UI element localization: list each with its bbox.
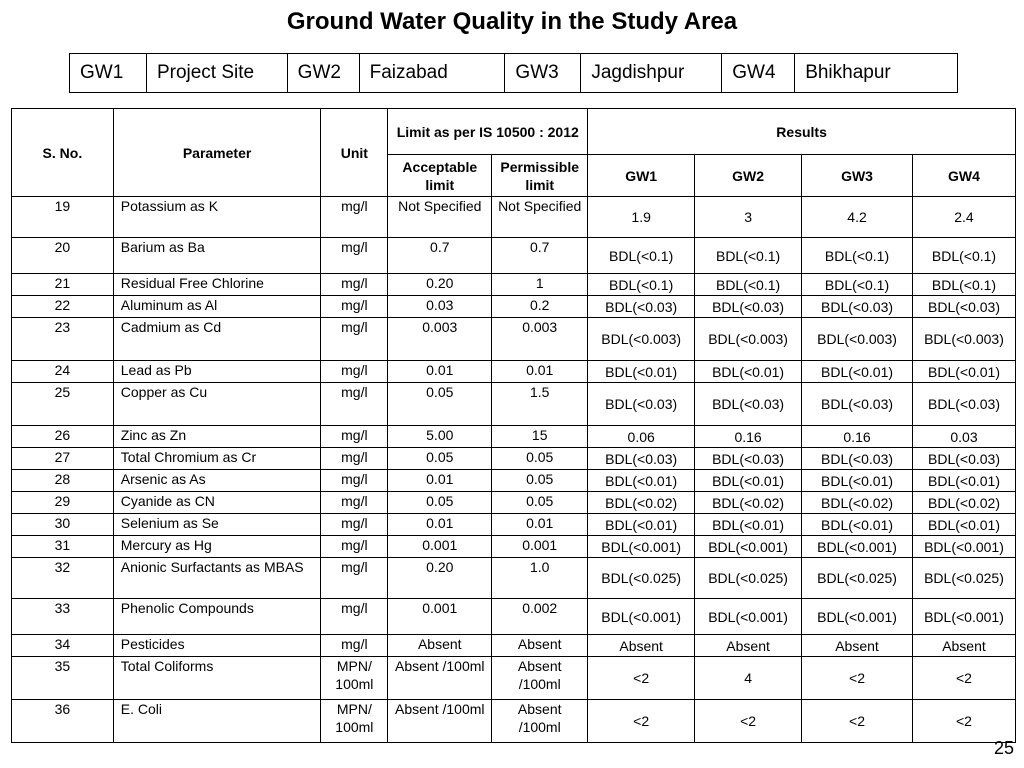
cell-gw3: BDL(<0.001) [802,536,913,558]
table-row [12,448,1016,470]
cell-parameter: E. Coli [113,700,321,743]
legend-row [70,54,958,93]
cell-permissible: Absent [492,635,588,657]
cell-gw2: BDL(<0.1) [695,238,802,274]
cell-gw4: BDL(<0.01) [912,514,1015,536]
cell-parameter: Zinc as Zn [113,426,321,448]
cell-acceptable: Not Specified [388,197,492,238]
cell-parameter: Total Chromium as Cr [113,448,321,470]
cell-parameter: Phenolic Compounds [113,599,321,635]
cell-acceptable: 0.20 [388,274,492,296]
cell-unit: mg/l [321,448,388,470]
header-gw2: GW2 [695,155,802,197]
legend-code: GW4 [722,54,795,93]
cell-parameter: Arsenic as As [113,470,321,492]
table-row [12,238,1016,274]
cell-unit: mg/l [321,361,388,383]
cell-acceptable: 0.01 [388,514,492,536]
cell-permissible: Absent /100ml [492,657,588,700]
cell-gw2: BDL(<0.001) [695,536,802,558]
cell-gw1: <2 [588,700,695,743]
cell-gw4: Absent [912,635,1015,657]
cell-permissible: 0.05 [492,492,588,514]
cell-parameter: Barium as Ba [113,238,321,274]
cell-gw4: 0.03 [912,426,1015,448]
table-row [12,361,1016,383]
table-row [12,635,1016,657]
cell-permissible: 0.01 [492,361,588,383]
cell-permissible: 0.7 [492,238,588,274]
table-row [12,514,1016,536]
cell-gw3: BDL(<0.003) [802,318,913,361]
table-row [12,470,1016,492]
cell-gw2: BDL(<0.1) [695,274,802,296]
cell-acceptable: 0.05 [388,492,492,514]
legend-code: GW2 [287,54,359,93]
cell-acceptable: Absent [388,635,492,657]
cell-sno: 25 [12,383,114,426]
table-row [12,426,1016,448]
header-unit: Unit [321,109,388,197]
cell-parameter: Selenium as Se [113,514,321,536]
cell-gw2: 3 [695,197,802,238]
cell-gw2: BDL(<0.01) [695,470,802,492]
legend-code: GW1 [70,54,147,93]
cell-sno: 32 [12,558,114,599]
header-gw4: GW4 [912,155,1015,197]
cell-gw3: BDL(<0.1) [802,238,913,274]
cell-gw2: BDL(<0.03) [695,296,802,318]
cell-unit: mg/l [321,492,388,514]
cell-permissible: 15 [492,426,588,448]
cell-permissible: 0.05 [492,448,588,470]
legend-name: Faizabad [359,54,505,93]
cell-gw4: <2 [912,657,1015,700]
cell-gw2: 0.16 [695,426,802,448]
cell-sno: 22 [12,296,114,318]
cell-gw4: BDL(<0.003) [912,318,1015,361]
table-row [12,558,1016,599]
cell-acceptable: 5.00 [388,426,492,448]
cell-gw1: BDL(<0.1) [588,274,695,296]
cell-sno: 31 [12,536,114,558]
cell-gw1: BDL(<0.03) [588,296,695,318]
cell-sno: 26 [12,426,114,448]
page-number: 25 [993,738,1014,758]
cell-gw4: BDL(<0.1) [912,238,1015,274]
cell-unit: mg/l [321,470,388,492]
cell-sno: 34 [12,635,114,657]
cell-parameter: Cadmium as Cd [113,318,321,361]
cell-unit: mg/l [321,558,388,599]
cell-gw3: <2 [802,657,913,700]
cell-gw1: BDL(<0.03) [588,448,695,470]
cell-acceptable: 0.05 [388,383,492,426]
cell-gw3: BDL(<0.03) [802,448,913,470]
cell-gw1: BDL(<0.01) [588,514,695,536]
cell-gw4: BDL(<0.03) [912,296,1015,318]
legend-name: Project Site [146,54,287,93]
cell-gw4: BDL(<0.02) [912,492,1015,514]
cell-sno: 29 [12,492,114,514]
header-row [12,109,1016,155]
cell-sno: 35 [12,657,114,700]
table-row [12,274,1016,296]
table-row [12,657,1016,700]
cell-permissible: 1 [492,274,588,296]
cell-gw4: BDL(<0.03) [912,448,1015,470]
station-legend-table [69,53,958,93]
cell-gw2: BDL(<0.01) [695,514,802,536]
cell-gw3: BDL(<0.001) [802,599,913,635]
page-title: Ground Water Quality in the Study Area [286,8,738,35]
cell-gw2: <2 [695,700,802,743]
cell-gw3: BDL(<0.1) [802,274,913,296]
header-gw1: GW1 [588,155,695,197]
cell-gw3: BDL(<0.01) [802,361,913,383]
legend-name: Bhikhapur [795,54,958,93]
cell-acceptable: 0.01 [388,361,492,383]
cell-parameter: Total Coliforms [113,657,321,700]
cell-gw1: BDL(<0.025) [588,558,695,599]
cell-permissible: 0.001 [492,536,588,558]
cell-permissible: Absent /100ml [492,700,588,743]
cell-unit: mg/l [321,514,388,536]
cell-unit: MPN/ 100ml [321,657,388,700]
cell-permissible: Not Specified [492,197,588,238]
cell-gw1: BDL(<0.003) [588,318,695,361]
cell-parameter: Aluminum as Al [113,296,321,318]
cell-gw4: 2.4 [912,197,1015,238]
cell-sno: 33 [12,599,114,635]
cell-acceptable: 0.001 [388,599,492,635]
table-row [12,492,1016,514]
cell-permissible: 1.5 [492,383,588,426]
cell-gw1: <2 [588,657,695,700]
cell-acceptable: Absent /100ml [388,657,492,700]
cell-gw3: BDL(<0.03) [802,383,913,426]
cell-sno: 24 [12,361,114,383]
cell-sno: 19 [12,197,114,238]
cell-unit: mg/l [321,238,388,274]
cell-permissible: 0.002 [492,599,588,635]
cell-unit: mg/l [321,318,388,361]
table-row [12,383,1016,426]
cell-gw1: 0.06 [588,426,695,448]
table-row [12,599,1016,635]
cell-acceptable: 0.05 [388,448,492,470]
cell-gw4: BDL(<0.025) [912,558,1015,599]
cell-sno: 21 [12,274,114,296]
cell-gw1: 1.9 [588,197,695,238]
cell-gw4: BDL(<0.1) [912,274,1015,296]
cell-acceptable: 0.20 [388,558,492,599]
cell-gw3: BDL(<0.01) [802,470,913,492]
cell-unit: mg/l [321,599,388,635]
cell-acceptable: 0.03 [388,296,492,318]
cell-parameter: Potassium as K [113,197,321,238]
cell-unit: mg/l [321,197,388,238]
cell-gw3: 4.2 [802,197,913,238]
legend-code: GW3 [505,54,581,93]
cell-acceptable: Absent /100ml [388,700,492,743]
cell-unit: MPN/ 100ml [321,700,388,743]
cell-sno: 28 [12,470,114,492]
cell-gw2: Absent [695,635,802,657]
cell-gw3: BDL(<0.02) [802,492,913,514]
cell-gw1: BDL(<0.001) [588,599,695,635]
cell-gw1: BDL(<0.001) [588,536,695,558]
table-body [12,197,1016,743]
cell-unit: mg/l [321,635,388,657]
cell-sno: 36 [12,700,114,743]
table-row [12,197,1016,238]
table-row [12,318,1016,361]
cell-gw3: <2 [802,700,913,743]
cell-gw2: BDL(<0.02) [695,492,802,514]
cell-gw2: BDL(<0.03) [695,448,802,470]
cell-gw4: BDL(<0.01) [912,470,1015,492]
cell-gw1: BDL(<0.01) [588,361,695,383]
cell-parameter: Residual Free Chlorine [113,274,321,296]
cell-sno: 23 [12,318,114,361]
cell-gw4: BDL(<0.001) [912,599,1015,635]
cell-parameter: Cyanide as CN [113,492,321,514]
cell-parameter: Copper as Cu [113,383,321,426]
cell-parameter: Pesticides [113,635,321,657]
cell-gw4: BDL(<0.001) [912,536,1015,558]
cell-permissible: 0.2 [492,296,588,318]
cell-acceptable: 0.003 [388,318,492,361]
cell-permissible: 0.05 [492,470,588,492]
cell-gw1: Absent [588,635,695,657]
cell-unit: mg/l [321,383,388,426]
cell-gw4: <2 [912,700,1015,743]
cell-gw2: BDL(<0.001) [695,599,802,635]
cell-unit: mg/l [321,274,388,296]
header-results: Results [588,109,1016,155]
cell-gw1: BDL(<0.03) [588,383,695,426]
cell-parameter: Mercury as Hg [113,536,321,558]
cell-acceptable: 0.01 [388,470,492,492]
cell-permissible: 0.003 [492,318,588,361]
cell-gw4: BDL(<0.01) [912,361,1015,383]
legend-name: Jagdishpur [581,54,722,93]
cell-gw3: BDL(<0.03) [802,296,913,318]
cell-gw3: BDL(<0.01) [802,514,913,536]
cell-permissible: 0.01 [492,514,588,536]
header-sno: S. No. [12,109,114,197]
cell-gw1: BDL(<0.02) [588,492,695,514]
cell-sno: 20 [12,238,114,274]
table-row [12,536,1016,558]
cell-sno: 27 [12,448,114,470]
cell-acceptable: 0.001 [388,536,492,558]
cell-gw2: BDL(<0.025) [695,558,802,599]
header-parameter: Parameter [113,109,321,197]
cell-gw2: BDL(<0.003) [695,318,802,361]
cell-unit: mg/l [321,296,388,318]
cell-permissible: 1.0 [492,558,588,599]
cell-gw2: BDL(<0.03) [695,383,802,426]
cell-gw3: BDL(<0.025) [802,558,913,599]
cell-gw2: BDL(<0.01) [695,361,802,383]
cell-gw1: BDL(<0.1) [588,238,695,274]
cell-unit: mg/l [321,536,388,558]
header-permissible: Permissible limit [492,155,588,197]
cell-acceptable: 0.7 [388,238,492,274]
water-quality-table [11,108,1016,743]
table-row [12,700,1016,743]
cell-parameter: Anionic Surfactants as MBAS [113,558,321,599]
header-gw3: GW3 [802,155,913,197]
header-limit: Limit as per IS 10500 : 2012 [388,109,588,155]
cell-gw3: 0.16 [802,426,913,448]
cell-gw1: BDL(<0.01) [588,470,695,492]
cell-gw3: Absent [802,635,913,657]
cell-gw4: BDL(<0.03) [912,383,1015,426]
cell-parameter: Lead as Pb [113,361,321,383]
cell-sno: 30 [12,514,114,536]
cell-unit: mg/l [321,426,388,448]
header-acceptable: Acceptable limit [388,155,492,197]
cell-gw2: 4 [695,657,802,700]
table-row [12,296,1016,318]
